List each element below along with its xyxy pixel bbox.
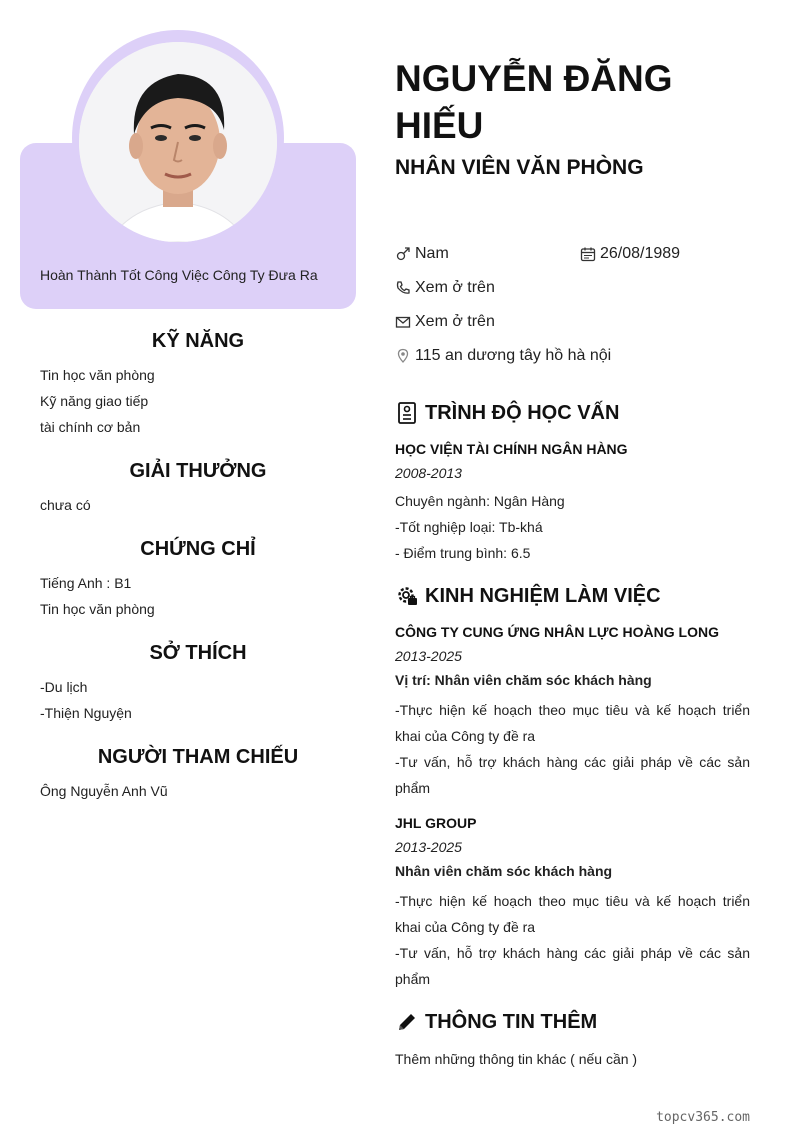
job-role: Vị trí: Nhân viên chăm sóc khách hàng — [395, 672, 652, 688]
skills-list — [40, 366, 350, 444]
candidate-name: NGUYỄN ĐĂNG HIẾU — [395, 58, 673, 146]
education-title-text: TRÌNH ĐỘ HỌC VẤN — [425, 401, 620, 424]
job-line: -Thực hiện kế hoạch theo mục tiêu và kế hoạch triển khai của Công ty đề ra — [395, 702, 750, 744]
certificates-title: CHỨNG CHỈ — [140, 538, 256, 560]
pencil-icon — [395, 1010, 419, 1034]
company-name: JHL GROUP — [395, 815, 477, 831]
mail-icon — [395, 314, 411, 330]
references-list — [40, 782, 350, 808]
job-line: -Tư vấn, hỗ trợ khách hàng các giải pháp về các sản phẩm — [395, 945, 750, 987]
references-title: NGƯỜI THAM CHIẾU — [97, 746, 299, 768]
job-title: NHÂN VIÊN VĂN PHÒNG — [395, 156, 644, 179]
list-item: Ông Nguyễn Anh Vũ — [40, 783, 168, 799]
career-objective: Hoàn Thành Tốt Công Việc Công Ty Đưa Ra — [40, 267, 318, 283]
job-line: -Thực hiện kế hoạch theo mục tiêu và kế hoạch triển khai của Công ty đề ra — [395, 893, 750, 935]
gear-briefcase-icon — [395, 584, 419, 608]
map-pin-icon — [395, 348, 411, 364]
job-role: Nhân viên chăm sóc khách hàng — [395, 863, 613, 879]
list-item: Tin học văn phòng — [40, 367, 155, 383]
awards-list — [40, 496, 350, 522]
gender-icon — [395, 246, 411, 262]
skills-title: KỸ NĂNG — [151, 330, 245, 352]
gender-row — [395, 245, 449, 263]
company-name: CÔNG TY CUNG ỨNG NHÂN LỰC HOÀNG LONG — [395, 624, 719, 640]
additional-info-title-text: THÔNG TIN THÊM — [425, 1010, 598, 1033]
gender-value: Nam — [415, 245, 449, 262]
job-entry-2 — [395, 814, 750, 992]
experience-title-text: KINH NGHIỆM LÀM VIỆC — [425, 584, 661, 607]
additional-info-text: Thêm những thông tin khác ( nếu cần ) — [395, 1051, 638, 1067]
phone-icon — [395, 280, 411, 296]
watermark: topcv365.com — [656, 1110, 750, 1125]
education-line: Chuyên ngành: Ngân Hàng — [395, 493, 565, 509]
job-period: 2013-2025 — [395, 839, 462, 855]
list-item: -Du lịch — [40, 679, 88, 695]
job-line: -Tư vấn, hỗ trợ khách hàng các giải pháp về các sản phẩm — [395, 754, 750, 796]
portrait-photo-icon — [79, 42, 277, 242]
phone-row — [395, 279, 495, 297]
email-value: Xem ở trên — [415, 313, 495, 330]
experience-title — [395, 584, 661, 608]
address-row — [395, 347, 611, 365]
list-item: Tiếng Anh : B1 — [40, 575, 132, 591]
additional-info-title — [395, 1010, 597, 1034]
education-block — [395, 440, 750, 566]
list-item: Tin học văn phòng — [40, 601, 155, 617]
job-entry-1 — [395, 623, 750, 801]
avatar — [79, 42, 277, 242]
certificates-list — [40, 574, 350, 626]
address-value: 115 an dương tây hồ hà nội — [415, 347, 612, 364]
list-item: chưa có — [40, 497, 91, 513]
document-icon — [395, 401, 419, 425]
job-period: 2013-2025 — [395, 648, 462, 664]
hobbies-list — [40, 678, 350, 730]
hobbies-title: SỞ THÍCH — [149, 642, 247, 664]
phone-value: Xem ở trên — [415, 279, 495, 296]
email-row — [395, 313, 495, 331]
education-line: -Tốt nghiệp loại: Tb-khá — [395, 519, 543, 535]
calendar-icon — [580, 246, 596, 262]
education-line: - Điểm trung bình: 6.5 — [395, 545, 531, 561]
birthday-value: 26/08/1989 — [600, 245, 681, 262]
education-title — [395, 401, 619, 425]
awards-title: GIẢI THƯỞNG — [129, 460, 267, 482]
education-period: 2008-2013 — [395, 465, 462, 481]
list-item: tài chính cơ bản — [40, 419, 141, 435]
list-item: Kỹ năng giao tiếp — [40, 393, 149, 409]
school-name: HỌC VIỆN TÀI CHÍNH NGÂN HÀNG — [395, 441, 628, 457]
list-item: -Thiện Nguyện — [40, 705, 132, 721]
birthday-row — [580, 245, 680, 263]
